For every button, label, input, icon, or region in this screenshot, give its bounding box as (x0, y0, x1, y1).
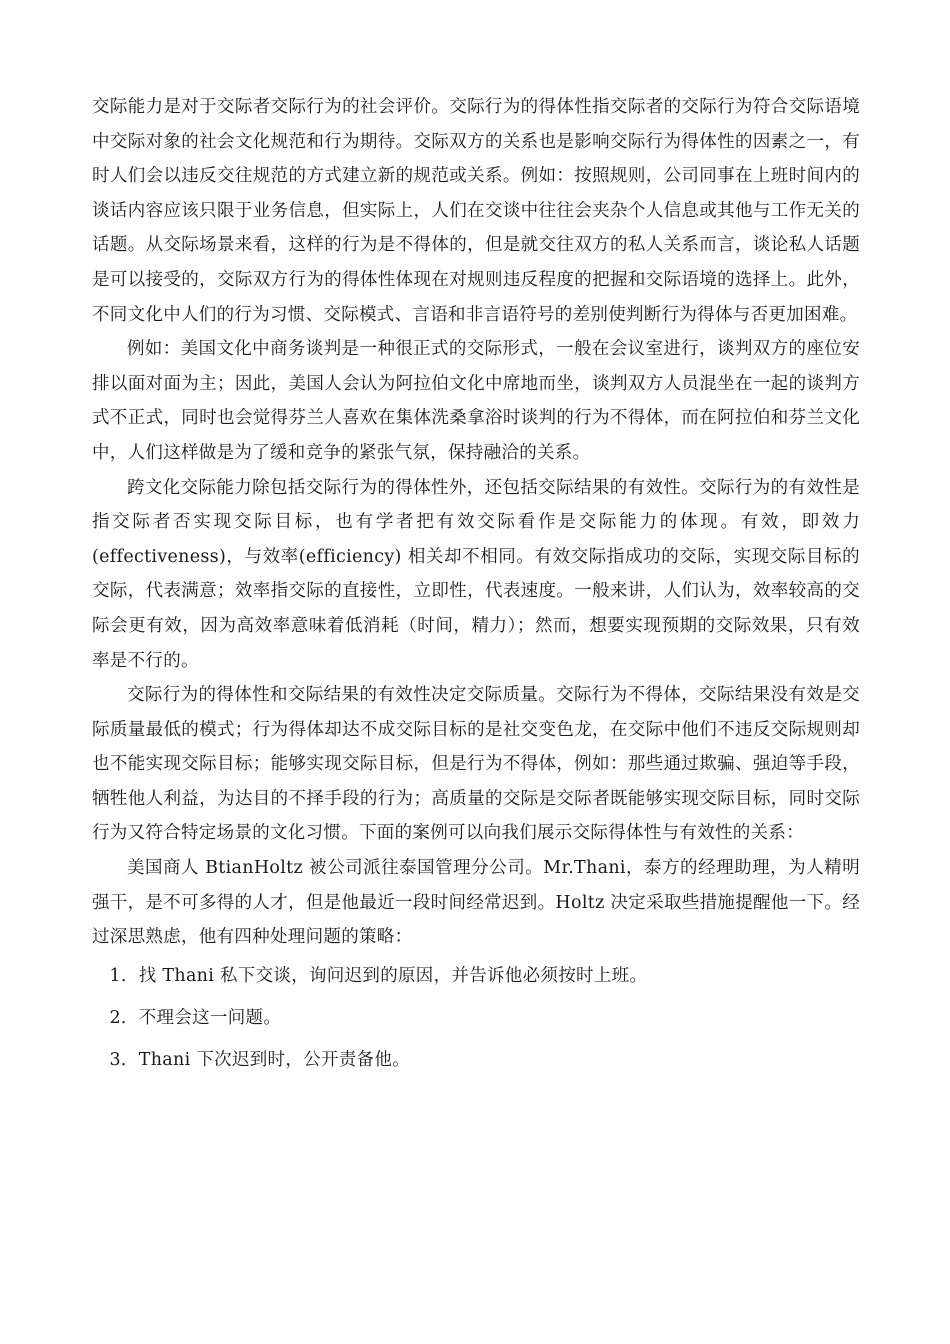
paragraph: 交际能力是对于交际者交际行为的社会评价。交际行为的得体性指交际者的交际行为符合交际语境中交际对象的社会文化规范和行为期待。交际双方的关系也是影响交际行为得体性的因素之一，有时人们会以违反交往规范的方式建立新的规范或关系。例如：按照规则，公司同事在上班时间内的谈话内容应该只限于业务信息，但实际上，人们在交谈中往往会夹杂个人信息或其他与工作无关的话题。从交际场景来看，这样的行为是不得体的，但是就交往双方的私人关系而言，谈论私人话题是可以接受的，交际双方行为的得体性体现在对规则违反程度的把握和交际语境的选择上。此外，不同文化中人们的行为习惯、交际模式、言语和非言语符号的差别使判断行为得体与否更加困难。 (92, 97, 860, 325)
paragraph: 例如：美国文化中商务谈判是一种很正式的交际形式，一般在会议室进行，谈判双方的座位安排以面对面为主；因此，美国人会认为阿拉伯文化中席地而坐，谈判双方人员混坐在一起的谈判方式不正式，同时也会觉得芬兰人喜欢在集体洗桑拿浴时谈判的行为不得体，而在阿拉伯和芬兰文化中，人们这样做是为了缓和竞争的紧张气氛，保持融洽的关系。 (92, 339, 860, 463)
list-item: 2．不理会这一问题。 (109, 1007, 282, 1028)
paragraph: 交际行为的得体性和交际结果的有效性决定交际质量。交际行为不得体，交际结果没有效是交际质量最低的模式；行为得体却达不成交际目标的是社交变色龙，在交际中他们不违反交际规则却也不能实现交际目标；能够实现交际目标，但是行为不得体，例如：那些通过欺骗、强迫等手段，牺牲他人利益，为达目的不择手段的行为；高质量的交际是交际者既能够实现交际目标，同时交际行为又符合特定场景的文化习惯。下面的案例可以向我们展示交际得体性与有效性的关系： (92, 685, 860, 844)
document-body (92, 90, 860, 1081)
paragraph: 美国商人 BtianHoltz 被公司派往泰国管理分公司。Mr.Thani，泰方的经理助理，为人精明强干，是不可多得的人才，但是他最近一段时间经常迟到。Holtz 决定采取些措施提醒他一下。经过深思熟虑，他有四种处理问题的策略： (92, 858, 860, 948)
paragraph: 跨文化交际能力除包括交际行为的得体性外，还包括交际结果的有效性。交际行为的有效性是指交际者否实现交际目标，也有学者把有效交际看作是交际能力的体现。有效，即效力(effectiveness)，与效率(efficiency) 相关却不相同。有效交际指成功的交际，实现交际目标的交际，代表满意；效率指交际的直接性，立即性，代表速度。一般来讲，人们认为，效率较高的交际会更有效，因为高效率意味着低消耗（时间，精力）；然而，想要实现预期的交际效果，只有效率是不行的。 (92, 477, 860, 671)
list-item: 3．Thani 下次迟到时，公开责备他。 (109, 1049, 410, 1070)
list-item: 1．找 Thani 私下交谈，询问迟到的原因，并告诉他必须按时上班。 (109, 965, 648, 986)
